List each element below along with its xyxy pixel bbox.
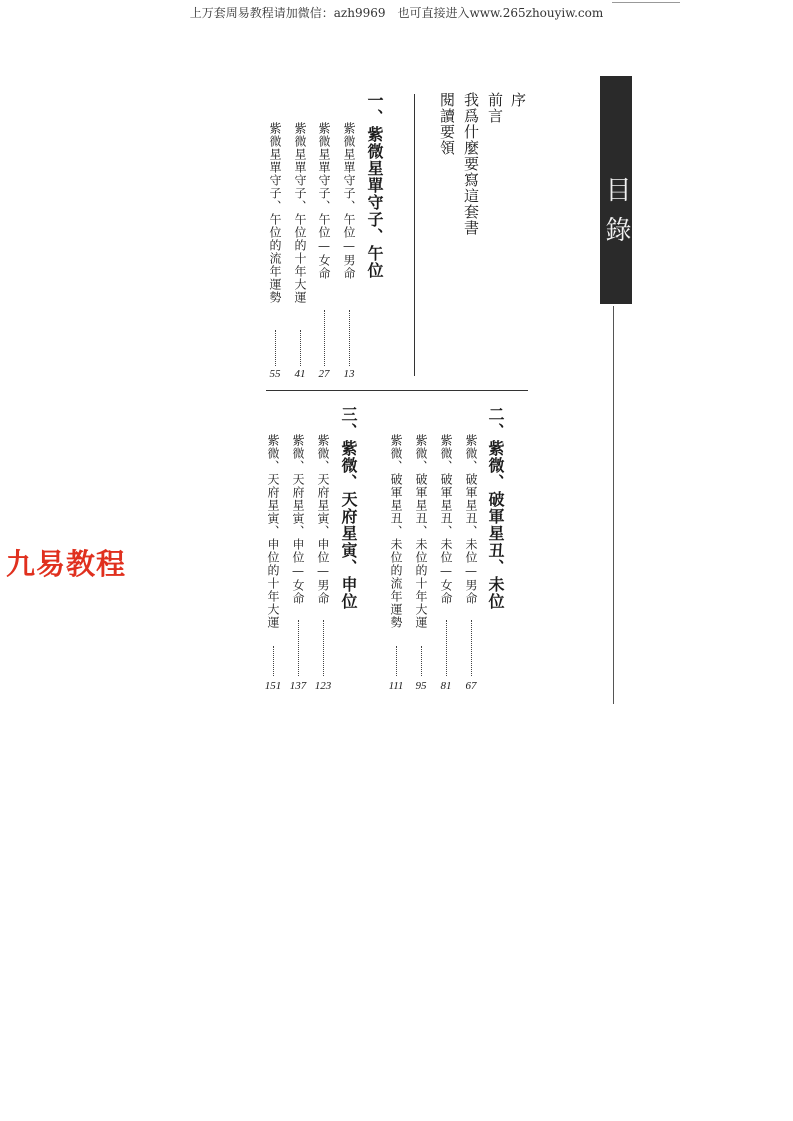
front-matter-reading-guide: 閱讀要領 (438, 92, 456, 156)
front-matter-foreword: 前言 (486, 92, 504, 124)
section-3-item-2: 紫微、天府星寅、申位—女命 (291, 434, 305, 605)
section-3-item-1: 紫微、天府星寅、申位—男命 (316, 434, 330, 605)
leader-dots (323, 620, 325, 676)
leader-dots (396, 646, 398, 676)
front-matter-why: 我爲什麼要寫這套書 (462, 92, 480, 236)
section-3-item-3: 紫微、天府星寅、申位的十年大運 (266, 434, 280, 629)
page-number: 41 (294, 368, 306, 380)
section-1-heading: 一、紫微星單守子、午位 (365, 92, 384, 279)
section-divider-horizontal (266, 390, 528, 391)
section-2-item-4: 紫微、破軍星丑、未位的流年運勢 (389, 434, 403, 629)
page-number: 67 (465, 680, 477, 692)
page-number: 55 (269, 368, 281, 380)
page-number: 27 (318, 368, 330, 380)
leader-dots (273, 646, 275, 676)
page-number: 95 (415, 680, 427, 692)
leader-dots (275, 330, 277, 366)
page-title: 目錄 (601, 176, 631, 256)
page-number: 151 (264, 680, 282, 692)
leader-dots (300, 330, 302, 366)
section-2-heading: 二、紫微、破軍星丑、未位 (486, 406, 505, 610)
front-matter-preface: 序 (509, 92, 527, 108)
section-3-heading: 三、紫微、天府星寅、申位 (339, 406, 358, 610)
leader-dots (446, 620, 448, 676)
top-rule (612, 2, 680, 3)
right-margin-rule (613, 306, 614, 704)
top-banner: 上万套周易教程请加微信：azh9969 也可直接进入www.265zhouyiw.com (189, 6, 604, 20)
leader-dots (471, 620, 473, 676)
leader-dots (298, 620, 300, 676)
section-2-item-2: 紫微、破軍星丑、未位—女命 (439, 434, 453, 605)
page-number: 123 (314, 680, 332, 692)
section-2-item-1: 紫微、破軍星丑、未位—男命 (464, 434, 478, 605)
leader-dots (349, 310, 351, 366)
title-block (600, 76, 632, 304)
page-number: 137 (289, 680, 307, 692)
section-1-item-4: 紫微星單守子、午位的流年運勢 (268, 122, 282, 304)
leader-dots (324, 310, 326, 366)
section-1-item-3: 紫微星單守子、午位的十年大運 (293, 122, 307, 304)
watermark-logo: 九易教程 (6, 547, 127, 581)
section-2-item-3: 紫微、破軍星丑、未位的十年大運 (414, 434, 428, 629)
page-number: 13 (343, 368, 355, 380)
section-divider-vertical (414, 94, 415, 376)
section-1-item-1: 紫微星單守子、午位—男命 (342, 122, 356, 280)
leader-dots (421, 646, 423, 676)
page-number: 81 (440, 680, 452, 692)
section-1-item-2: 紫微星單守子、午位—女命 (317, 122, 331, 280)
page-number: 111 (388, 680, 404, 692)
